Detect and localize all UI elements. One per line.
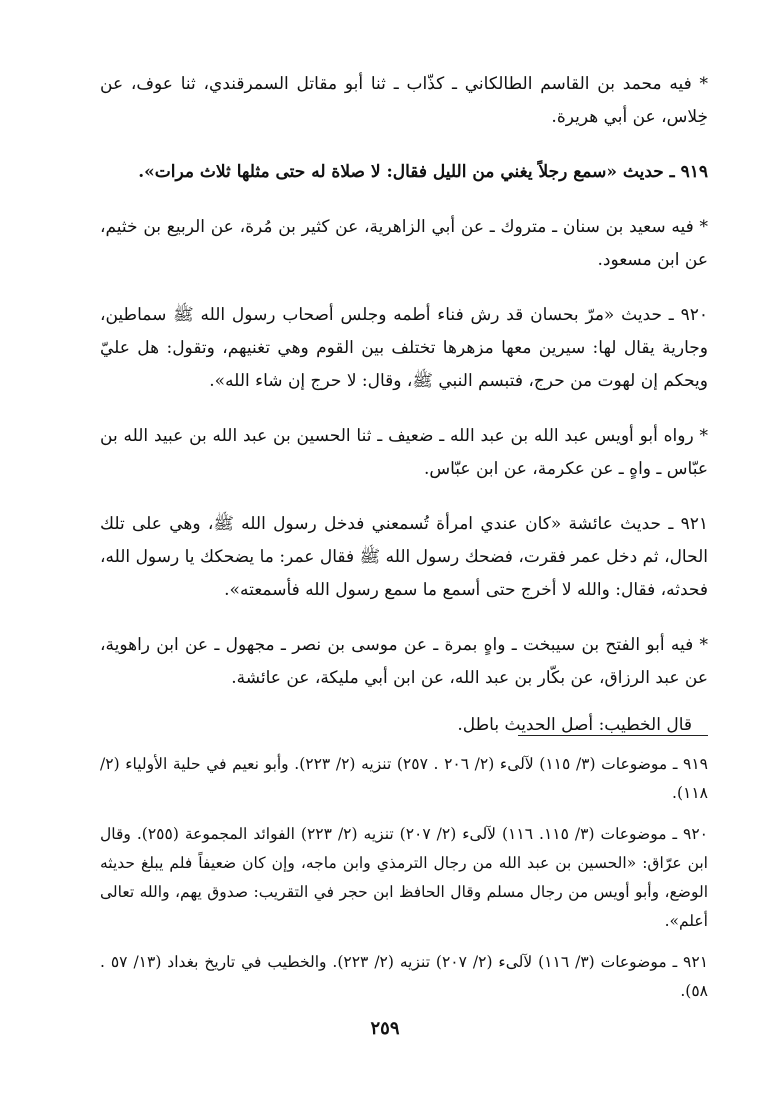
footnote-919: ٩١٩ ـ موضوعات (٣/ ١١٥) لآلىء (٢/ ٢٠٦ . ٢٥٧) تنزيه (٢/ ٢٢٣). وأبو نعيم في حلية الأولياء (٢/ ١١٨). <box>100 755 708 802</box>
hadith-921: ٩٢١ ـ حديث عائشة «كان عندي امرأة تُسمعني فدخل رسول الله ﷺ، وهي على تلك الحال، ثم دخل عمر فقرت، فضحك رسول الله ﷺ فقال عمر: ما يضحكك يا رسول الله، فحدثه، فقال: والله لا أخرج حتى أسمع ما سمع رسول الله فأسمعته». <box>100 514 708 600</box>
main-text <box>100 68 708 742</box>
commentary-paragraph: * فيه سعيد بن سنان ـ متروك ـ عن أبي الزاهرية، عن كثير بن مُرة، عن الربيع بن خثيم، عن ابن مسعود. <box>100 217 708 270</box>
commentary-paragraph: * فيه أبو الفتح بن سيبخت ـ واهٍ بمرة ـ عن موسى بن نصر ـ مجهول ـ عن ابن راهوية، عن عبد الرزاق، عن بكّار بن عبد الله، عن ابن أبي مليكة، عن عائشة. <box>100 635 708 688</box>
page-number: ٢٥٩ <box>370 1018 400 1039</box>
commentary-paragraph: * فيه محمد بن القاسم الطالكاني ـ كذّاب ـ ثنا أبو مقاتل السمرقندي، ثنا عوف، عن خِلاس، عن أبي هريرة. <box>100 74 708 127</box>
footnotes <box>100 750 708 1018</box>
hadith-920: ٩٢٠ ـ حديث «مرّ بحسان قد رش فناء أطمه وجلس أصحاب رسول الله ﷺ سماطين، وجارية يقال لها: سيرين معها مزهرها تختلف بين القوم وهي تغنيهم، وتقول: هل عليّ ويحكم إن لهوت من حرج، فتبسم النبي ﷺ، وقال: لا حرج إن شاء الله». <box>100 305 708 391</box>
hadith-919: ٩١٩ ـ حديث «سمع رجلاً يغني من الليل فقال: لا صلاة له حتى مثلها ثلاث مرات». <box>138 162 708 182</box>
footnote-921: ٩٢١ ـ موضوعات (٣/ ١١٦) لآلىء (٢/ ٢٠٧) تنزيه (٢/ ٢٢٣). والخطيب في تاريخ بغداد (١٣/ ٥٧ . ٥٨). <box>100 953 709 1000</box>
khatib-statement: قال الخطيب: أصل الحديث باطل. <box>457 715 692 735</box>
commentary-paragraph: * رواه أبو أويس عبد الله بن عبد الله ـ ضعيف ـ ثنا الحسين بن عبد الله بن عبيد الله بن عبّاس ـ واهٍ ـ عن عكرمة، عن ابن عبّاس. <box>100 426 708 479</box>
footnote-separator <box>518 735 708 736</box>
footnote-920: ٩٢٠ ـ موضوعات (٣/ ١١٥. ١١٦) لآلىء (٢/ ٢٠٧) تنزيه (٢/ ٢٢٣) الفوائد المجموعة (٢٥٥). وقال ابن عرّاق: «الحسين بن عبد الله من رجال الترمذي وابن ماجه، وإن كان ضعيفاً فلم يبلغ حديثه الوضع، وأبو أويس من رجال مسلم وقال الحافظ ابن حجر في التقريب: صدوق يهم، والله تعالى أعلم». <box>100 825 708 930</box>
